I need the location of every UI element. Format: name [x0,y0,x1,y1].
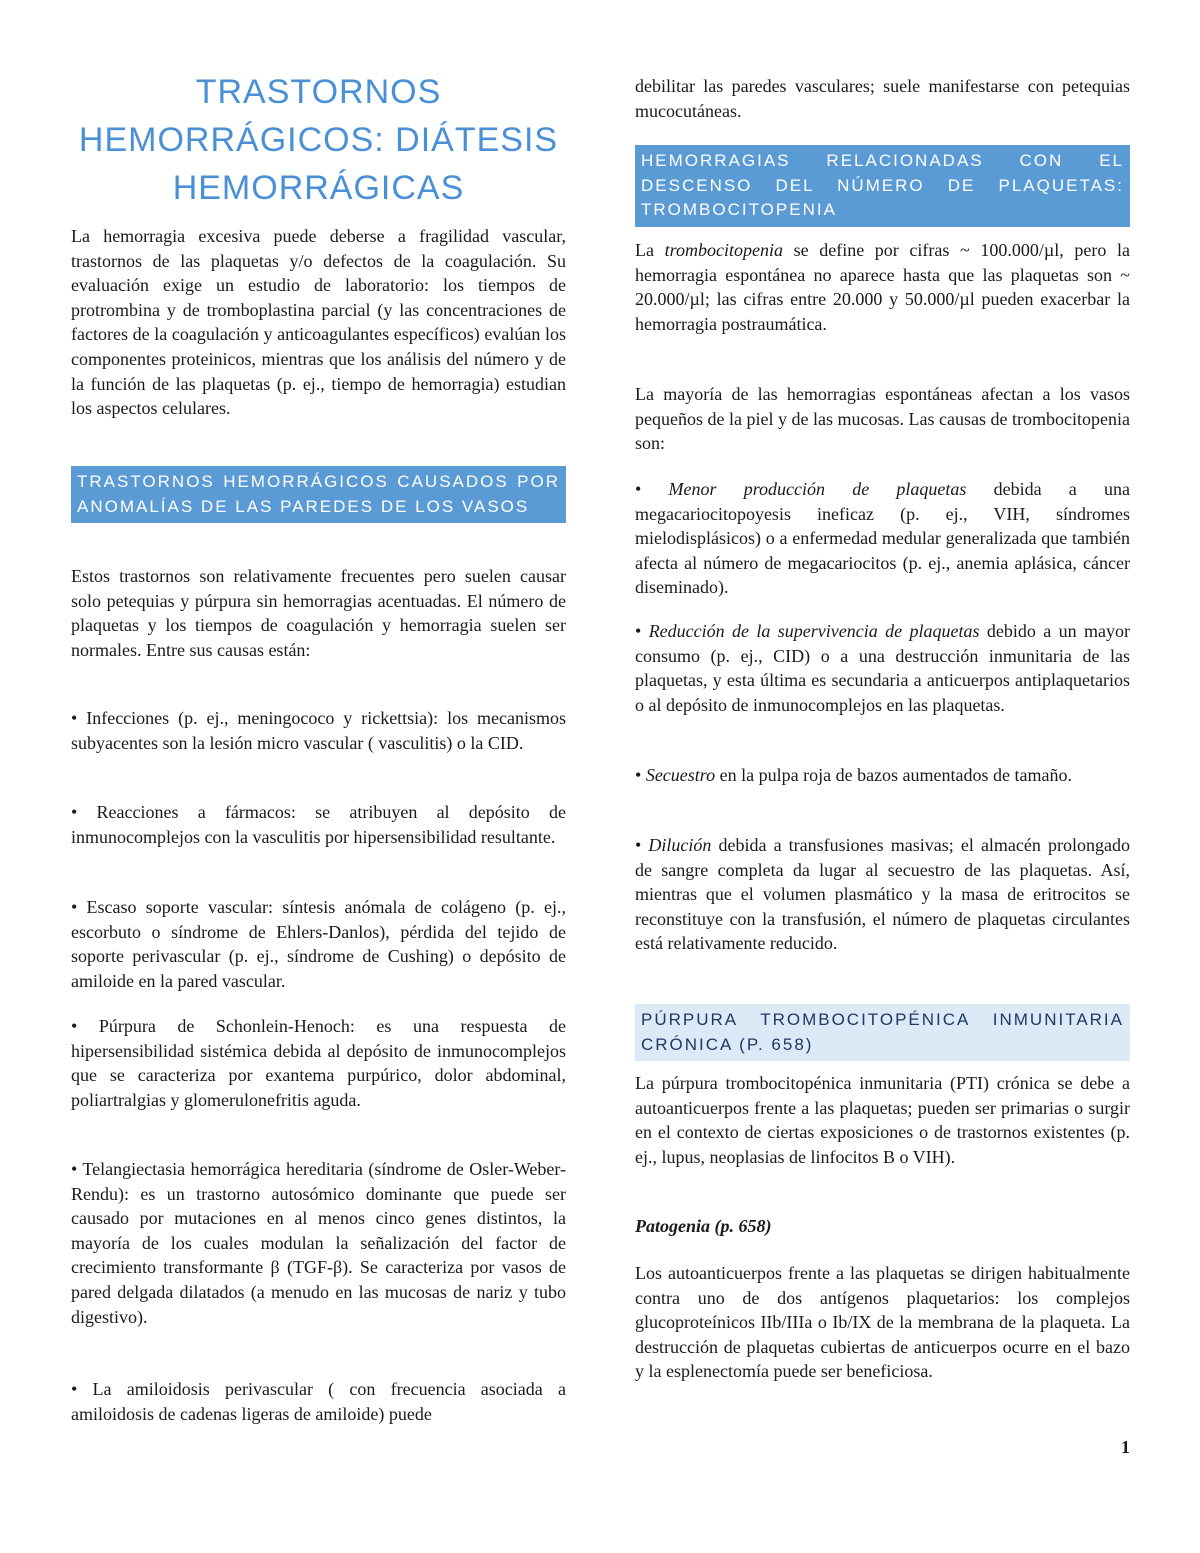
pti-intro-block [635,1071,1130,1169]
definition-text-end: se define por cifras ~ 100.000/µl, pero la hemorragia espontánea no aparece hasta que las plaquetas son ~ 20.000/µl; las cifras entre 20.000 y 50.000/µl pueden exacerbar la hemorragia postraumática. [635,240,1131,334]
bullet-item: • Púrpura de Schonlein-Henoch: es una respuesta de hipersensibilidad sistémica debida al depósito de inmunocomplejos que se caracteriza por exantema purpúrico, dolor abdominal, poliartralgias y glomerulonefritis aguda. [71,1016,566,1110]
patogenia-block [635,1261,1130,1384]
bullet-block [71,706,566,755]
definition-text-start: La [635,240,665,260]
bullet-item: • Infecciones (p. ej., meningococo y rickettsia): los mecanismos subyacentes son la lesión micro vascular ( vasculitis) o la CID. [71,708,566,753]
section-heading-vascular: TRASTORNOS HEMORRÁGICOS CAUSADOS POR ANOMALÍAS DE LAS PAREDES DE LOS VASOS [71,466,566,523]
cause-term: Dilución [648,835,712,855]
cause-block [635,619,1130,717]
bullet-mark: • [635,765,646,785]
bullet-item: • La amiloidosis perivascular ( con frecuencia asociada a amiloidosis de cadenas ligeras de amiloide) puede [71,1379,566,1424]
pti-intro-paragraph: La púrpura trombocitopénica inmunitaria (PTI) crónica se debe a autoanticuerpos frente a las plaquetas; pueden ser primarias o surgir en el contexto de ciertas exposiciones o de trastornos existentes (p. ej., lupus, neoplasias de linfocitos B o VIH). [635,1073,1130,1167]
cause-item [635,619,1130,717]
bullet-block [71,1014,566,1112]
bullet-mark: • [635,621,649,641]
bullet-block [71,895,566,993]
cause-block [635,833,1130,956]
bullet-item: • Escaso soporte vascular: síntesis anómala de colágeno (p. ej., escorbuto o síndrome de Ehlers-Danlos), pérdida del tejido de soporte perivascular (p. ej., síndrome de Cushing) o depósito de amiloide en la pared vascular. [71,897,566,991]
bullet-block [71,800,566,849]
cause-description: debido a un mayor consumo (p. ej., CID) o a una destrucción inmunitaria de las plaquetas, y esta última es secundaria a anticuerpos antiplaquetarios o al depósito de inmunocomplejos en las plaquetas. [635,621,1130,715]
cause-item [635,763,1130,788]
causes-intro-paragraph: La mayoría de las hemorragias espontáneas afectan a los vasos pequeños de la piel y de las mucosas. Las causas de trombocitopenia son: [635,384,1130,454]
cause-description: debida a transfusiones masivas; el almacén prolongado de sangre completa da lugar al secuestro de las plaquetas. Así, mientras que el volumen plasmático y la masa de eritrocitos se reconstituye con la transfusión, el número de plaquetas circulantes está relativamente reducido. [635,835,1130,954]
page-title: TRASTORNOS HEMORRÁGICOS: DIÁTESIS HEMORRÁGICAS [78,73,559,207]
cause-block [635,477,1130,600]
bullet-block [71,1157,566,1329]
bullet-item: • Telangiectasia hemorrágica hereditaria (síndrome de Osler-Weber-Rendu): es un trastorno autosómico dominante que puede ser causado por mutaciones en al menos cinco genes distintos, la mayoría de los cuales modulan la señalización del factor de crecimiento transformante β (TGF-β). Se caracteriza por vasos de pared delgada dilatados (a menudo en las mucosas de nariz y tubo digestivo). [71,1159,566,1327]
cause-description: debida a una megacariocitopoyesis ineficaz (p. ej., VIH, síndromes mielodisplásicos) o a enfermedad medular generalizada que también afecta al número de megacariocitos (p. ej., anemia aplásica, cáncer diseminado). [635,479,1130,598]
bullet-mark: • [635,479,669,499]
bullet-block [71,1377,566,1426]
definition-term: trombocitopenia [664,240,783,260]
bullet-item: • Reacciones a fármacos: se atribuyen al depósito de inmunocomplejos con la vasculitis por hipersensibilidad resultante. [71,802,566,847]
cause-description: en la pulpa roja de bazos aumentados de tamaño. [715,765,1072,785]
subsection-heading-pti: PÚRPURA TROMBOCITOPÉNICA INMUNITARIA CRÓNICA (P. 658) [635,1004,1130,1061]
continued-paragraph-block [635,74,1130,123]
continued-paragraph: debilitar las paredes vasculares; suele manifestarse con petequias mucocutáneas. [635,76,1130,121]
cause-term: Secuestro [645,765,716,785]
page-number: 1 [1121,1437,1130,1457]
intro-paragraph: La hemorragia excesiva puede deberse a fragilidad vascular, trastornos de las plaquetas y/o defectos de la coagulación. Su evaluación exige un estudio de laboratorio: los tiempos de protrombina y de tromboplastina parcial (y las concentraciones de factores de la coagulación y anticoagulantes específicos) evalúan los componentes proteinicos, mientras que los análisis del número y de la función de las plaquetas (p. ej., tiempo de hemorragia) estudian los aspectos celulares. [71,226,566,419]
section-intro-block [71,564,566,662]
definition-paragraph [635,238,1130,336]
section-intro-paragraph: Estos trastornos son relativamente frecuentes pero suelen causar solo petequias y púrpura sin hemorragias acentuadas. El número de plaquetas y los tiempos de coagulación y hemorragia suelen ser normales. Entre sus causas están: [71,566,566,660]
bullet-mark: • [635,835,649,855]
cause-item [635,477,1130,600]
definition-paragraph-block [635,238,1130,336]
patogenia-heading: Patogenia (p. 658) [635,1216,772,1236]
patogenia-paragraph: Los autoanticuerpos frente a las plaquetas se dirigen habitualmente contra uno de dos antígenos plaquetarios: los complejos glucoproteínicos IIb/IIIa o Ib/IX de la membrana de la plaqueta. La destrucción de plaquetas cubiertas de anticuerpos ocurre en el bazo y la esplenectomía puede ser beneficiosa. [635,1263,1130,1382]
cause-item [635,833,1130,956]
cause-block [635,763,1130,788]
cause-term: Menor producción de plaquetas [668,479,967,499]
cause-term: Reducción de la supervivencia de plaquetas [648,621,980,641]
intro-paragraph-block [71,224,566,421]
section-heading-thrombocytopenia: HEMORRAGIAS RELACIONADAS CON EL DESCENSO DEL NÚMERO DE PLAQUETAS: TROMBOCITOPENIA [635,145,1130,227]
causes-intro-block [635,382,1130,456]
